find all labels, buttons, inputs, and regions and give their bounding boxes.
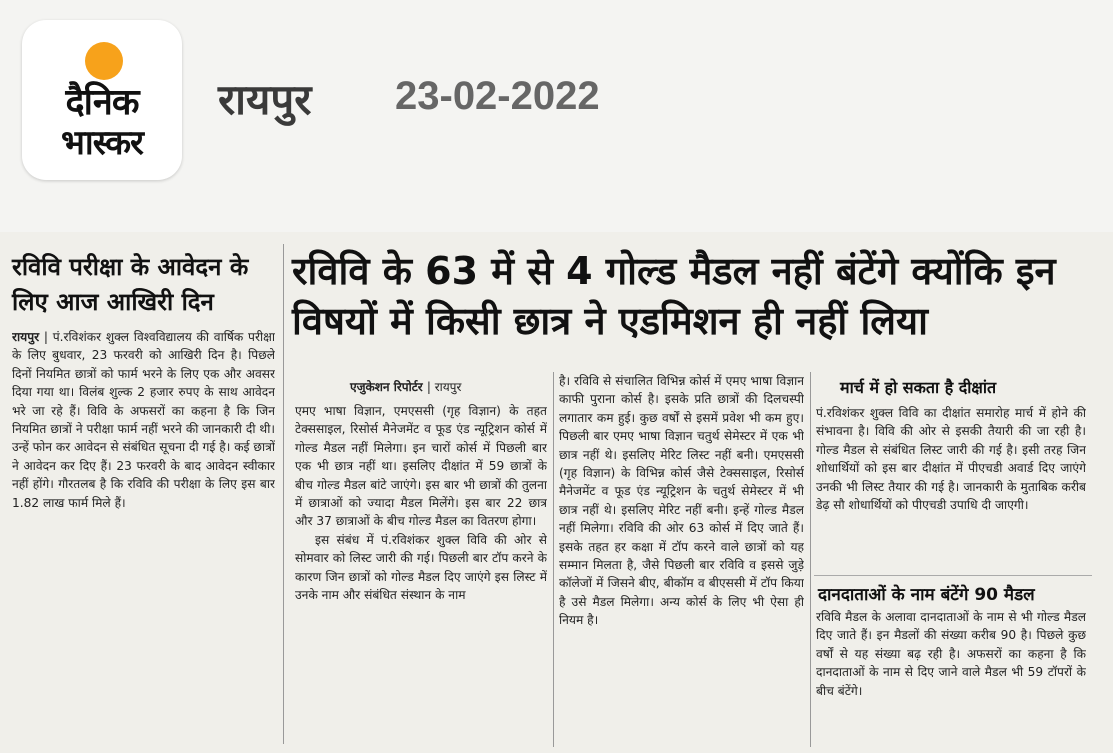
- side-box2-body: [816, 608, 1086, 748]
- main-article-col1-text: एमए भाषा विज्ञान, एमएससी (गृह विज्ञान) के तहत टेक्ससाइल, रिसोर्स मैनेजमेंट व फूड एंड न्यूट्रिशन कोर्स में गोल्ड मैडल नहीं मिलेगा। इन चारों कोर्स में पिछली बार एक भी छात्र नहीं था। इसलिए दीक्षांत में 59 छात्रों के बीच गोल्ड मैडल बांटे जाएंगे। इस बार भी छात्रों की तुलना में छात्राओं को ज्यादा मैडल मिलेंगे। इस बार 22 छात्र और 37 छात्राओं के बीच गोल्ड मैडल का वितरण होगा।: [295, 404, 547, 529]
- main-article-col1: [295, 402, 547, 747]
- left-article-headline: रविवि परीक्षा के आवेदन के लिए आज आखिरी दिन: [12, 253, 249, 316]
- box-divider: [814, 575, 1092, 576]
- newspaper-clipping: [0, 232, 1113, 753]
- left-article-text: | पं.रविशंकर शुक्ल विश्वविद्यालय की वार्षिक परीक्षा के लिए बुधवार, 23 फरवरी को आखिरी दिन है। पिछले दिनों नियमित छात्रों को फार्म भरने के लिए एक और अवसर दिया गया था। विलंब शुल्क 2 हजार रुपए के साथ आवेदन भरे जा रहे हैं। विवि के अफसरों का कहना है कि जिन नियमित छात्रों ने परीक्षा फार्म नहीं भरने की जानकारी दी थी। उन्हें फोन कर आवेदन से संबंधित सूचना दी गई है। कई छात्रों ने आवेदन कर दिए हैं। 23 फरवरी के बाद आवेदन स्वीकार नहीं होंगे। गौरतलब है कि रविवि की परीक्षा के लिए इस बार 1.82 लाख फार्म मिले हैं।: [12, 330, 275, 510]
- column-divider: [283, 244, 284, 744]
- left-article-body: [12, 328, 275, 738]
- side-box1-headline: मार्च में हो सकता है दीक्षांत: [840, 378, 997, 397]
- main-article-col1b-text: इस संबंध में पं.रविशंकर शुक्ल विवि की ओर से सोमवार को लिस्ट जारी की गई। पिछली बार टॉप करने के कारण जिन छात्रों को गोल्ड मैडल दिए जाएंगे इस लिस्ट में उनके नाम और संबंधित संस्थान के नाम: [295, 532, 547, 603]
- left-article-place: रायपुर: [12, 330, 40, 344]
- main-article-col2: [559, 372, 804, 747]
- logo-text-line2: भास्कर: [61, 123, 143, 163]
- side-box2-text: रविवि मैडल के अलावा दानदाताओं के नाम से भी गोल्ड मैडल दिए जाते हैं। इन मैडलों की संख्या करीब 90 है। पिछले कुछ वर्षों से यह संख्या बढ़ रही है। अफसरों का कहना है कि दानदाताओं के नाम से दिए जाने वाले मैडल भी 59 टॉपरों के बीच बंटेंगे।: [816, 610, 1086, 698]
- logo-sun-icon: [85, 42, 123, 80]
- main-article-headline: रविवि के 63 में से 4 गोल्ड मैडल नहीं बंटेंगे क्योंकि इन विषयों में किसी छात्र ने एडमिशन ही नहीं लिया: [292, 249, 1056, 343]
- dainik-bhaskar-logo: [22, 20, 182, 180]
- side-box1-body: [816, 404, 1086, 574]
- column-divider: [553, 372, 554, 747]
- main-article-col2-text: है। रविवि से संचालित विभिन्न कोर्स में एमए भाषा विज्ञान काफी पुराना कोर्स है। इसके प्रति छात्रों की दिलचस्पी लगातार कम हुई। कुछ वर्षों से इसमें प्रवेश भी कम हुए। पिछली बार एमए भाषा विज्ञान चतुर्थ सेमेस्टर में एक भी छात्र नहीं थे। इसलिए मेरिट लिस्ट नहीं बनी। एमएससी (गृह विज्ञान) के विभिन्न कोर्स जैसे टेक्ससाइल, रिसोर्स मैनेजमेंट व फूड एंड न्यूट्रिशन के चतुर्थ सेमेस्टर में भी छात्र नहीं थे। इसलिए मेरिट नहीं बनी। इन्हें गोल्ड मैडल नहीं मिलेगा। रविवि की ओर 63 कोर्स में दिए जाते हैं। इसके तहत हर कक्षा में टॉप करने वाले छात्रों को यह सम्मान मिलता है, जैसे पिछली बार रविवि व इससे जुड़े कॉलेजों में जिसने बीए, बीकॉम व बीएससी में टॉप किया है उसे मैडल मिलेगा। अन्य कोर्स के लिए भी ऐसा ही नियम है।: [559, 374, 804, 628]
- logo-text-line1: दैनिक: [65, 82, 139, 123]
- edition-date: 23-02-2022: [395, 74, 600, 118]
- main-article-byline: [350, 378, 590, 395]
- side-box2-headline: दानदाताओं के नाम बंटेंगे 90 मैडल: [818, 585, 1035, 605]
- edition-city: रायपुर: [218, 75, 312, 124]
- byline-reporter: एजुकेशन रिपोर्टर: [350, 380, 423, 394]
- column-divider: [810, 372, 811, 747]
- side-box1-text: पं.रविशंकर शुक्ल विवि का दीक्षांत समारोह मार्च में होने की संभावना है। विवि की ओर से इसकी तैयारी की जा रही है। गोल्ड मैडल से संबंधित लिस्ट जारी की गई है। इसी तरह जिन शोधार्थियों को इस बार दीक्षांत में पीएचडी अवार्ड दिए जाएंगे उनकी भी लिस्ट तैयार की गई है। जानकारी के मुताबिक करीब डेढ़ सौ शोधार्थियों को पीएचडी उपाधि दी जाएगी।: [816, 406, 1086, 513]
- byline-place: | रायपुर: [426, 380, 462, 394]
